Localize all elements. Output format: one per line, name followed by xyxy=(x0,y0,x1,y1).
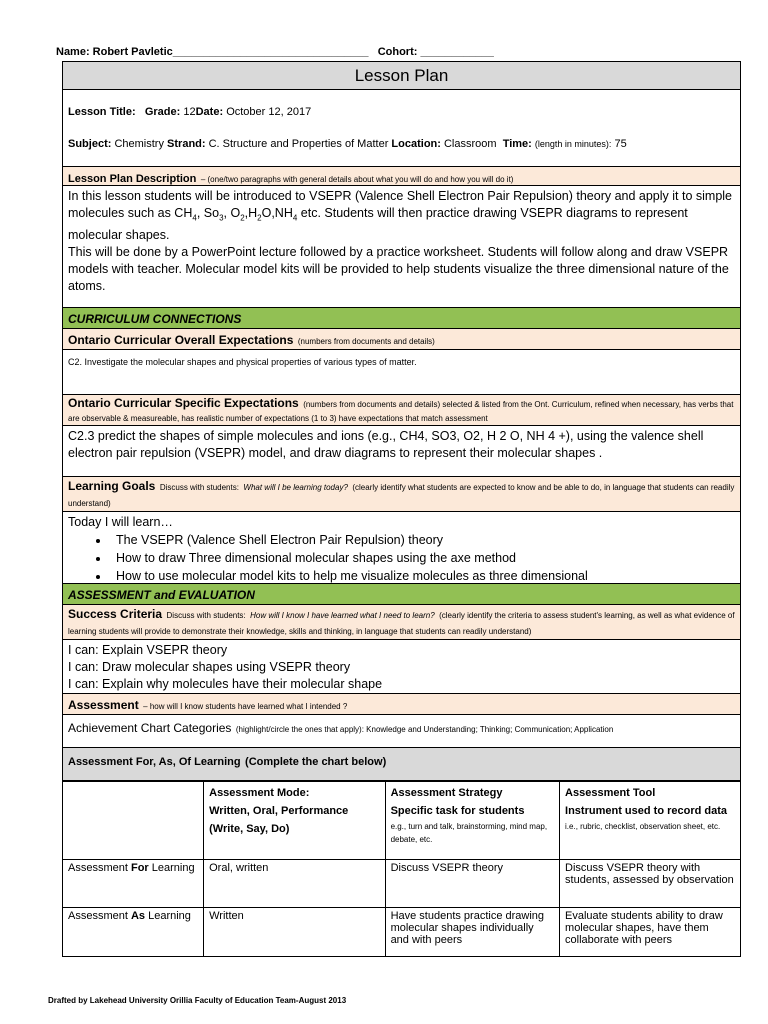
description-paragraph-1: In this lesson students will be introduced to VSEPR (Valence Shell Electron Pair Repulsion) theory and apply it to simple molecules such as $CH_4$, $So_3$, $O_2,H_2O,NH_4$ etc. Students will then practice drawing VSEPR diagrams to represent molecular shapes. xyxy=(68,189,733,242)
overall-expectations-header xyxy=(63,329,740,350)
assessment-table-section xyxy=(63,781,740,956)
assessment-heading: Assessment xyxy=(68,698,139,712)
lesson-info-section xyxy=(63,90,740,167)
assessment-header xyxy=(63,694,740,715)
achievement-hint: (highlight/circle the ones that apply): Knowledge and Understanding; Thinking; Communication; Application xyxy=(235,725,614,734)
strand-label: Strand: xyxy=(167,138,206,150)
specific-heading: Ontario Curricular Specific Expectations xyxy=(68,396,299,410)
date-value: October 12, 2017 xyxy=(226,106,312,118)
overall-text: C2. Investigate the molecular shapes and physical properties of various types of matter. xyxy=(68,357,417,367)
learning-goals-body xyxy=(63,512,740,584)
cohort-underline: ____________ xyxy=(420,46,494,58)
learning-goals-hint-b: What will I be learning today? xyxy=(243,483,348,492)
description-hint: – (one/two paragraphs with general details about what you will do and how you will do it) xyxy=(200,175,514,184)
name-underline: ________________________________ xyxy=(172,46,369,58)
learning-goals-hint-a: Discuss with students: xyxy=(159,483,239,492)
form-title: Lesson Plan xyxy=(63,62,740,90)
table-row xyxy=(63,860,740,908)
table-cell-strategy: Discuss VSEPR theory xyxy=(385,860,559,908)
success-criteria-header xyxy=(63,605,740,640)
assessment-table xyxy=(63,781,740,956)
table-row-label: Assessment For Learning xyxy=(63,860,204,908)
date-label: Date: xyxy=(195,106,224,118)
table-header-tool: Assessment Tool Instrument used to record data i.e., rubric, checklist, observation sheet, etc. xyxy=(560,782,740,860)
curriculum-header xyxy=(63,308,740,329)
overall-hint: (numbers from documents and details) xyxy=(297,337,435,346)
learning-goals-hint-c: (clearly identify what students are expected to know and be able to do, in language that students can readily understand) xyxy=(68,483,735,508)
table-header-mode: Assessment Mode: Written, Oral, Performance (Write, Say, Do) xyxy=(204,782,385,860)
cohort-label: Cohort: xyxy=(377,46,418,58)
specific-expectations-header xyxy=(63,395,740,426)
description-heading: Lesson Plan Description xyxy=(68,173,197,185)
table-cell-tool: Discuss VSEPR theory with students, assessed by observation xyxy=(560,860,740,908)
location-value: Classroom xyxy=(443,138,497,150)
description-paragraph-2: This will be done by a PowerPoint lecture followed by a practice worksheet. Students will follow along and draw VSEPR models with teacher. Molecular model kits will be provided to help students visualize the three dimensional nature of the atoms. xyxy=(68,244,729,293)
table-header-cell-empty xyxy=(63,782,204,860)
assessment-evaluation-header xyxy=(63,584,740,605)
table-cell-mode: Oral, written xyxy=(204,860,385,908)
learning-goals-intro: Today I will learn… xyxy=(68,515,173,529)
name-cohort-line xyxy=(56,46,746,58)
table-cell-mode: Written xyxy=(204,908,385,956)
table-row xyxy=(63,908,740,956)
specific-hint: (numbers from documents and details) selected & listed from the Ont. Curriculum, refined when necessary, has verbs that are observable & measureable, has realistic number of expectations (1 to 3) have expectations that match assessment xyxy=(68,400,734,423)
learning-goals-list xyxy=(68,531,735,585)
assessment-hint: – how will I know students have learned what I intended ? xyxy=(143,702,348,711)
assessment-evaluation-heading: ASSESSMENT and EVALUATION xyxy=(68,588,255,602)
list-item: • How to use molecular model kits to help me visualize molecules as three dimensional xyxy=(110,567,735,585)
time-hint: (length in minutes): xyxy=(534,139,612,149)
location-label: Location: xyxy=(391,138,441,150)
grade-value: 12 xyxy=(183,106,196,118)
afao-header xyxy=(63,748,740,781)
success-hint-a: Discuss with students: xyxy=(166,611,246,620)
table-header-row xyxy=(63,782,740,860)
table-cell-strategy: Have students practice drawing molecular shapes individually and with peers xyxy=(385,908,559,956)
specific-expectations-body xyxy=(63,426,740,477)
subject-line xyxy=(68,138,627,150)
table-row-label: Assessment As Learning xyxy=(63,908,204,956)
list-item: • The VSEPR (Valence Shell Electron Pair Repulsion) theory xyxy=(110,531,735,549)
success-criteria-body xyxy=(63,640,740,694)
list-item: I can: Explain VSEPR theory xyxy=(68,643,228,657)
success-heading: Success Criteria xyxy=(68,607,163,621)
description-body xyxy=(63,186,740,308)
subject-value: Chemistry xyxy=(114,138,164,150)
specific-text: C2.3 predict the shapes of simple molecules and ions (e.g., CH4, SO3, O2, H 2 O, NH 4 +), using the valence shell electron pair repulsion (VSEPR) model, and draw diagrams to represent their molecular shapes . xyxy=(68,429,704,460)
subject-label: Subject: xyxy=(68,138,112,150)
achievement-chart-row xyxy=(63,715,740,748)
lesson-plan-form xyxy=(62,61,741,957)
learning-goals-heading: Learning Goals xyxy=(68,479,156,493)
list-item: I can: Draw molecular shapes using VSEPR theory xyxy=(68,660,351,674)
footer-note: Drafted by Lakehead University Orillia Faculty of Education Team-August 2013 xyxy=(48,996,347,1005)
list-item: • How to draw Three dimensional molecular shapes using the axe method xyxy=(110,549,735,567)
grade-label: Grade: xyxy=(144,106,181,118)
lesson-title-line xyxy=(68,106,311,118)
learning-goals-header xyxy=(63,477,740,512)
overall-expectations-body xyxy=(63,350,740,395)
overall-heading: Ontario Curricular Overall Expectations xyxy=(68,333,294,347)
success-hint-b: How will I know I have learned what I need to learn? xyxy=(250,611,435,620)
afao-heading: Assessment For, As, Of Learning xyxy=(68,756,241,768)
lesson-title-label: Lesson Title: xyxy=(68,106,136,118)
time-value: 75 xyxy=(614,138,627,150)
description-header xyxy=(63,167,740,186)
achievement-heading: Achievement Chart Categories xyxy=(68,721,232,735)
table-header-strategy: Assessment Strategy Specific task for students e.g., turn and talk, brainstorming, mind map, debate, etc. xyxy=(385,782,559,860)
table-cell-tool: Evaluate students ability to draw molecular shapes, have them collaborate with peers xyxy=(560,908,740,956)
list-item: I can: Explain why molecules have their molecular shape xyxy=(68,677,383,691)
strand-value: C. Structure and Properties of Matter xyxy=(208,138,389,150)
success-hint-c: (clearly identify the criteria to assess student's learning, as well as what evidence of learning students will provide to demonstrate their knowledge, skills and thinking, in language that students can readily understand) xyxy=(68,611,735,636)
time-label: Time: xyxy=(502,138,532,150)
curriculum-heading: CURRICULUM CONNECTIONS xyxy=(68,312,242,326)
afao-hint: (Complete the chart below) xyxy=(245,756,387,768)
name-label: Name: Robert Pavletic xyxy=(56,46,173,58)
